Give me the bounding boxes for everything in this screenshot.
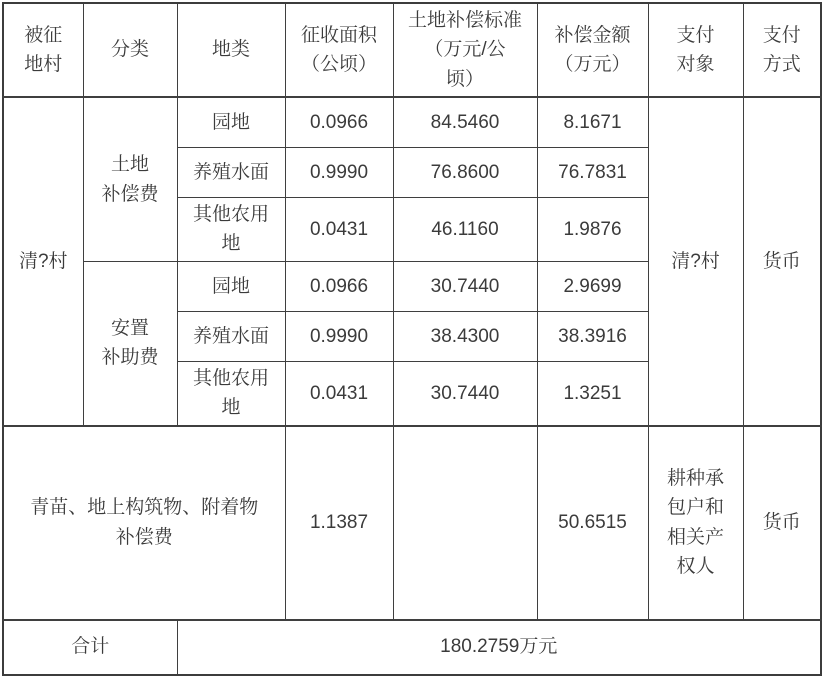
compensation-table	[2, 2, 822, 676]
header-area: 征收面积 （公顷）	[285, 3, 393, 97]
land-type-cell: 养殖水面	[177, 311, 285, 361]
amount-cell: 2.9699	[537, 261, 648, 311]
area-cell: 0.9990	[285, 147, 393, 197]
total-row	[3, 620, 821, 675]
category-cell-land-compensation: 土地 补偿费	[83, 97, 177, 261]
land-type-cell: 其他农用 地	[177, 197, 285, 261]
header-payment-target: 支付 对象	[648, 3, 743, 97]
table-row	[3, 97, 821, 147]
greenery-amount-cell: 50.6515	[537, 426, 648, 620]
greenery-area-cell: 1.1387	[285, 426, 393, 620]
payment-target-cell: 清?村	[648, 97, 743, 425]
greenery-row	[3, 426, 821, 620]
amount-cell: 1.3251	[537, 361, 648, 425]
header-land-type: 地类	[177, 3, 285, 97]
amount-cell: 8.1671	[537, 97, 648, 147]
land-type-cell: 园地	[177, 97, 285, 147]
payment-method-cell: 货币	[743, 97, 821, 425]
area-cell: 0.9990	[285, 311, 393, 361]
standard-cell: 84.5460	[393, 97, 537, 147]
area-cell: 0.0431	[285, 197, 393, 261]
header-category: 分类	[83, 3, 177, 97]
standard-cell: 76.8600	[393, 147, 537, 197]
area-cell: 0.0431	[285, 361, 393, 425]
area-cell: 0.0966	[285, 97, 393, 147]
amount-cell: 38.3916	[537, 311, 648, 361]
land-type-cell: 其他农用 地	[177, 361, 285, 425]
standard-cell: 38.4300	[393, 311, 537, 361]
amount-cell: 1.9876	[537, 197, 648, 261]
amount-cell: 76.7831	[537, 147, 648, 197]
total-label-cell: 合计	[3, 620, 177, 675]
category-cell-resettlement: 安置 补助费	[83, 261, 177, 425]
land-type-cell: 园地	[177, 261, 285, 311]
header-village: 被征 地村	[3, 3, 83, 97]
greenery-payment-target-cell: 耕种承 包户和 相关产 权人	[648, 426, 743, 620]
header-amount: 补偿金额 （万元）	[537, 3, 648, 97]
land-type-cell: 养殖水面	[177, 147, 285, 197]
standard-cell: 30.7440	[393, 361, 537, 425]
standard-cell: 46.1160	[393, 197, 537, 261]
header-standard: 土地补偿标准 （万元/公 顷）	[393, 3, 537, 97]
total-value-cell: 180.2759万元	[177, 620, 821, 675]
greenery-payment-method-cell: 货币	[743, 426, 821, 620]
village-cell: 清?村	[3, 97, 83, 425]
header-payment-method: 支付 方式	[743, 3, 821, 97]
greenery-label-cell: 青苗、地上构筑物、附着物 补偿费	[3, 426, 285, 620]
area-cell: 0.0966	[285, 261, 393, 311]
header-row	[3, 3, 821, 97]
standard-cell: 30.7440	[393, 261, 537, 311]
greenery-standard-cell	[393, 426, 537, 620]
